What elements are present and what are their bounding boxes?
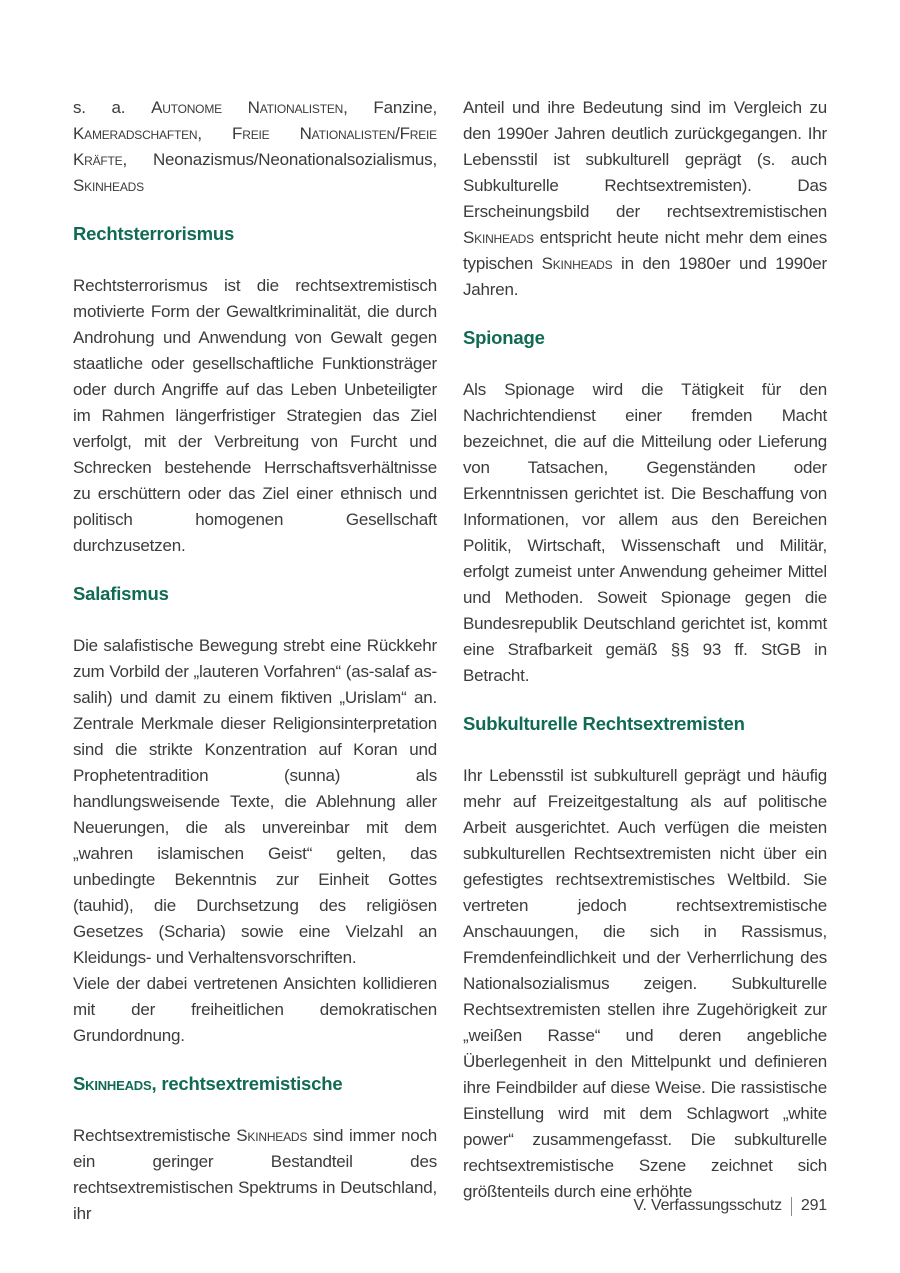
footer-page-number: 291 xyxy=(800,1197,827,1214)
footer-chapter-label: V. Verfassungsschutz xyxy=(633,1197,782,1214)
text-segment: s. a. xyxy=(73,98,152,117)
text-segment: Anteil und ihre Bedeutung sind im Vergleich zu den 1990er Jahren deutlich zurückgegangen. Ihr Lebensstil ist subkulturell geprägt (s. auch Subkulturelle Rechtsextremisten). Das Erscheinungsbild der rechtsextremistischen xyxy=(463,98,827,221)
paragraph-salafismus-2: Viele der dabei vertretenen Ansichten kollidieren mit der freiheitlichen demokratischen Grundordnung. xyxy=(73,974,437,1045)
text-segment: , rechtsextremistische xyxy=(151,1073,343,1094)
left-column xyxy=(73,95,437,1227)
smallcaps-term: Freie Nationalisten/Freie Kräfte xyxy=(73,124,437,169)
smallcaps-term: Skinheads xyxy=(541,254,613,273)
text-segment: in den 1980er und 1990er Jahren. xyxy=(463,254,827,299)
heading-salafismus: Salafismus xyxy=(73,583,169,604)
footer-divider xyxy=(791,1197,792,1216)
heading-skinheads-rechtsextremistische xyxy=(73,1073,437,1095)
paragraph-spionage: Als Spionage wird die Tätigkeit für den Nachrichtendienst einer fremden Macht bezeichnet, die auf die Mitteilung oder Lieferung von Tatsachen, Gegenständen oder Erkenntnissen gerichtet ist. Die Beschaffung von Informationen, vor allem aus den Bereichen Politik, Wirtschaft, Wissenschaft und Militär, erfolgt zumeist unter Anwendung geheimer Mittel und Methoden. Soweit Spionage gegen die Bundesrepublik Deutschland gerichtet ist, kommt eine Strafbarkeit gemäß §§ 93 ff. StGB in Betracht. xyxy=(463,380,827,685)
smallcaps-term: Skinheads xyxy=(73,1073,152,1094)
paragraph-salafismus-1: Die salafistische Bewegung strebt eine Rückkehr zum Vorbild der „lauteren Vorfahren“ (as-salaf as-salih) und damit zu einem fiktiven „Urislam“ an. Zentrale Merkmale dieser Religionsinterpretation sind die strikte Konzentration auf Koran und Prophetentradition (sunna) als handlungsweisende Texte, die Ablehnung aller Neuerungen, die als unvereinbar mit dem „wahren islamischen Geist“ gelten, das unbedingte Bekenntnis zur Einheit Gottes (tauhid), die Durchsetzung des religiösen Gesetzes (Scharia) sowie eine Vielzahl an Kleidungs- und Verhaltensvorschriften. xyxy=(73,636,437,967)
text-segment: sind immer noch ein geringer Bestandteil des rechtsextremistischen Spektrums in Deutschland, ihr xyxy=(73,1126,438,1223)
heading-spionage: Spionage xyxy=(463,327,545,348)
page-footer xyxy=(633,1196,827,1216)
text-segment: , Neonazismus/Neonationalsozialismus, xyxy=(122,150,437,169)
paragraph-skinheads xyxy=(73,1123,437,1227)
heading-subkulturelle-rechtsextremisten: Subkulturelle Rechtsextremisten xyxy=(463,713,745,734)
text-segment: , Fanzine, xyxy=(343,98,437,117)
smallcaps-term: Autonome Nationalisten xyxy=(151,98,344,117)
heading-rechtsterrorismus: Rechtsterrorismus xyxy=(73,223,235,244)
right-column xyxy=(463,95,827,1205)
smallcaps-term: Skinheads xyxy=(463,228,534,247)
text-segment: Rechtsextremistische xyxy=(73,1126,237,1145)
paragraph-rechtsterrorismus: Rechtsterrorismus ist die rechtsextremistisch motivierte Form der Gewaltkriminalität, die durch Androhung und Anwendung von Gewalt gegen staatliche oder gesellschaftliche Funktionsträger oder durch Angriffe auf das Leben Unbeteiligter im Rahmen längerfristiger Strategien das Ziel verfolgt, mit der Verbreitung von Furcht und Schrecken bestehende Herrschaftsverhältnisse zu erschüttern oder das Ziel einer ethnisch und politisch homogenen Gesellschaft durchzusetzen. xyxy=(73,276,437,555)
smallcaps-term: Kameradschaften xyxy=(73,124,198,143)
smallcaps-term: Skinheads xyxy=(73,176,144,195)
text-segment: entspricht heute nicht mehr dem eines typischen xyxy=(463,228,827,273)
text-segment: , xyxy=(197,124,233,143)
paragraph-skinheads-continuation xyxy=(463,95,827,303)
smallcaps-term: Skinheads xyxy=(236,1126,308,1145)
paragraph-subkulturelle-rechtsextremisten: Ihr Lebensstil ist subkulturell geprägt und häufig mehr auf Freizeitgestaltung als auf politische Arbeit ausgerichtet. Auch verfügen die meisten subkulturellen Rechtsextremisten nicht über ein gefestigtes rechtsextremistisches Weltbild. Sie vertreten jedoch rechtsextremistische Anschauungen, die sich in Rassismus, Fremdenfeindlichkeit und der Verherrlichung des Nationalsozialismus zeigen. Subkulturelle Rechtsextremisten stellen ihre Zugehörigkeit zur „weißen Rasse“ und deren angebliche Überlegenheit in den Mittelpunkt und definieren ihre Feindbilder auf diese Weise. Die rassistische Einstellung wird mit dem Schlagwort „white power“ zusammengefasst. Die subkulturelle rechtsextremistische Szene zeichnet sich größtenteils durch eine erhöhte xyxy=(463,766,827,1201)
see-also-reference xyxy=(73,95,437,199)
